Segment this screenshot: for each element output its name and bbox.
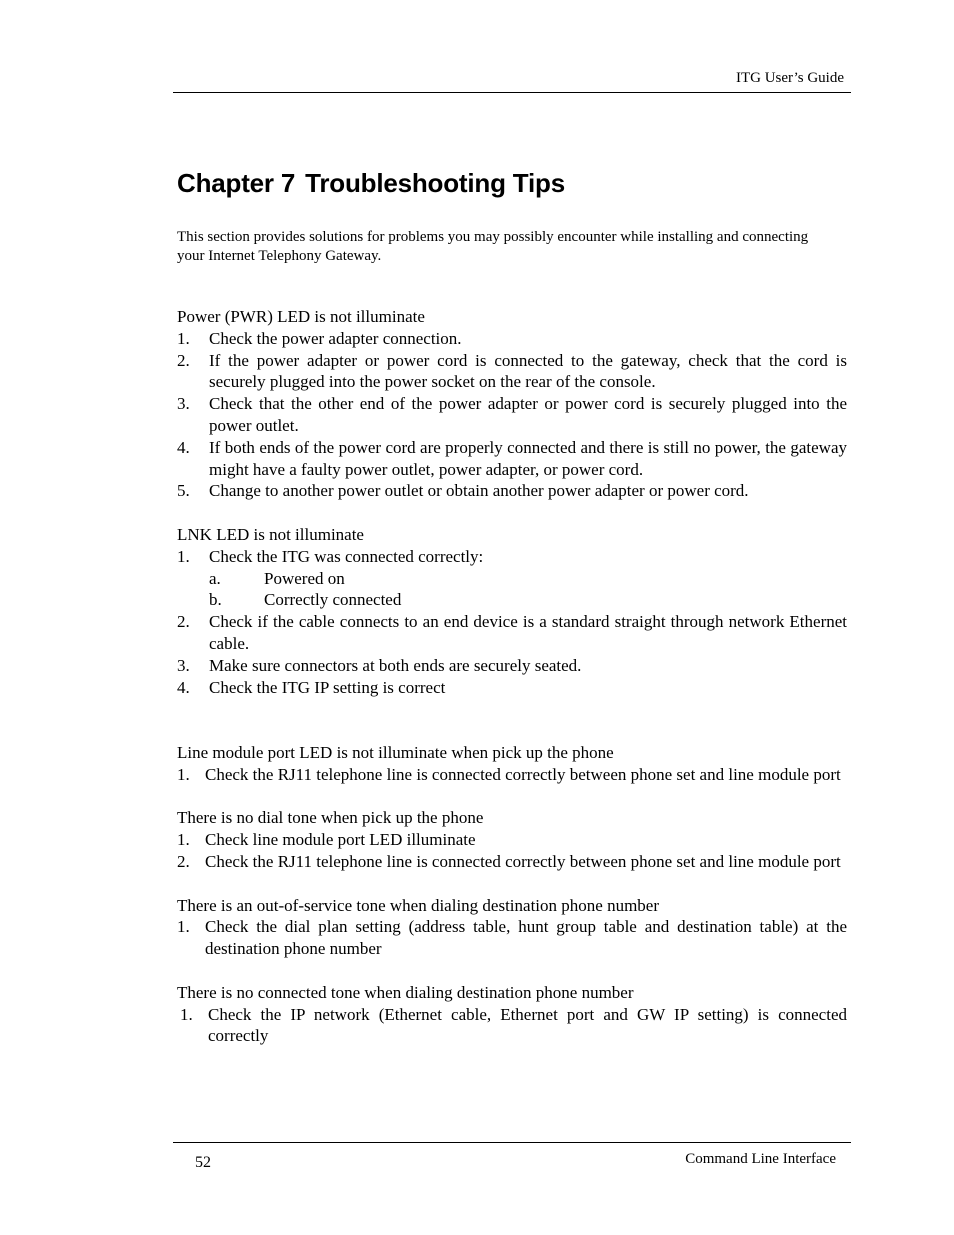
item-number: 2. <box>177 350 190 370</box>
running-header: ITG User’s Guide <box>735 70 844 86</box>
sub-list-item <box>209 589 847 611</box>
item-number: 1. <box>177 764 190 784</box>
footer-rule <box>173 1142 851 1143</box>
item-text: Change to another power outlet or obtain another power adapter or power cord. <box>209 481 749 501</box>
sub-list-item <box>209 568 847 590</box>
section-heading: There is no dial tone when pick up the phone <box>177 808 484 828</box>
section-heading: There is no connected tone when dialing destination phone number <box>177 982 634 1002</box>
item-number: 1. <box>180 1004 193 1024</box>
steps-list <box>177 916 847 960</box>
section-no-connected-tone <box>177 982 847 1047</box>
item-number: 4. <box>177 437 190 457</box>
list-item <box>177 437 847 481</box>
list-item <box>177 393 847 437</box>
section-heading: LNK LED is not illuminate <box>177 524 364 544</box>
troubleshooting-body <box>177 306 847 1047</box>
footer-section-title: Command Line Interface <box>685 1151 836 1167</box>
list-item <box>177 655 847 677</box>
item-text: Check the RJ11 telephone line is connected correctly between phone set and line module port <box>205 851 841 871</box>
item-text: Check the ITG was connected correctly: <box>209 546 484 566</box>
list-item <box>177 916 847 960</box>
item-text: If the power adapter or power cord is connected to the gateway, check that the cord is securely plugged into the power socket on the rear of the console. <box>209 350 847 392</box>
item-number: 4. <box>177 677 190 697</box>
item-text: Check line module port LED illuminate <box>205 830 476 850</box>
sub-item-letter: a. <box>209 568 221 588</box>
section-line-module-led <box>177 742 847 786</box>
list-item <box>177 1004 847 1048</box>
sub-item-text: Correctly connected <box>264 590 402 610</box>
item-number: 2. <box>177 851 190 871</box>
list-item <box>177 350 847 394</box>
item-text: Check the RJ11 telephone line is connected correctly between phone set and line module port <box>205 764 841 784</box>
section-lnk-led <box>177 524 847 698</box>
chapter-title <box>177 168 565 199</box>
chapter-name: Troubleshooting Tips <box>305 168 565 198</box>
list-item <box>177 546 847 611</box>
list-item <box>177 328 847 350</box>
list-item <box>177 764 847 786</box>
item-number: 1. <box>177 546 190 566</box>
item-text: Check if the cable connects to an end device is a standard straight through network Ethernet cable. <box>209 612 847 653</box>
item-number: 1. <box>177 830 190 850</box>
item-number: 1. <box>177 328 190 348</box>
item-text: If both ends of the power cord are properly connected and there is still no power, the gateway might have a faulty power outlet, power adapter, or power cord. <box>209 437 847 479</box>
item-text: Check the power adapter connection. <box>209 328 462 348</box>
steps-list <box>177 829 847 873</box>
intro-paragraph: This section provides solutions for problems you may possibly encounter while installing and connecting your Internet Telephony Gateway. <box>177 229 809 264</box>
item-text: Check the ITG IP setting is correct <box>209 677 446 697</box>
section-heading: Power (PWR) LED is not illuminate <box>177 307 425 326</box>
item-number: 2. <box>177 612 190 632</box>
item-number: 3. <box>177 394 190 414</box>
item-number: 1. <box>177 917 190 937</box>
section-pwr-led <box>177 306 847 502</box>
item-text: Check the dial plan setting (address table, hunt group table and destination table) at the destination phone number <box>205 917 847 959</box>
sub-item-text: Powered on <box>264 568 345 588</box>
section-heading: There is an out-of-service tone when dialing destination phone number <box>177 895 659 915</box>
steps-list <box>177 1004 847 1048</box>
list-item <box>177 480 847 502</box>
section-out-of-service-tone <box>177 895 847 960</box>
sub-item-letter: b. <box>209 590 222 610</box>
section-heading: Line module port LED is not illuminate when pick up the phone <box>177 742 614 762</box>
item-text: Check that the other end of the power adapter or power cord is securely plugged into the power outlet. <box>209 394 847 435</box>
section-no-dial-tone <box>177 807 847 872</box>
list-item <box>177 611 847 655</box>
list-item <box>177 829 847 851</box>
item-text: Check the IP network (Ethernet cable, Ethernet port and GW IP setting) is connected correctly <box>208 1004 847 1046</box>
item-number: 5. <box>177 481 190 501</box>
list-item <box>177 677 847 699</box>
steps-list <box>177 764 847 786</box>
item-number: 3. <box>177 655 190 675</box>
steps-list <box>177 328 847 502</box>
sub-steps-list <box>209 568 847 612</box>
page-number: 52 <box>195 1154 211 1171</box>
chapter-number: Chapter 7 <box>177 168 296 198</box>
item-text: Make sure connectors at both ends are securely seated. <box>209 655 582 675</box>
list-item <box>177 851 847 873</box>
steps-list <box>177 546 847 699</box>
header-rule <box>173 92 851 93</box>
